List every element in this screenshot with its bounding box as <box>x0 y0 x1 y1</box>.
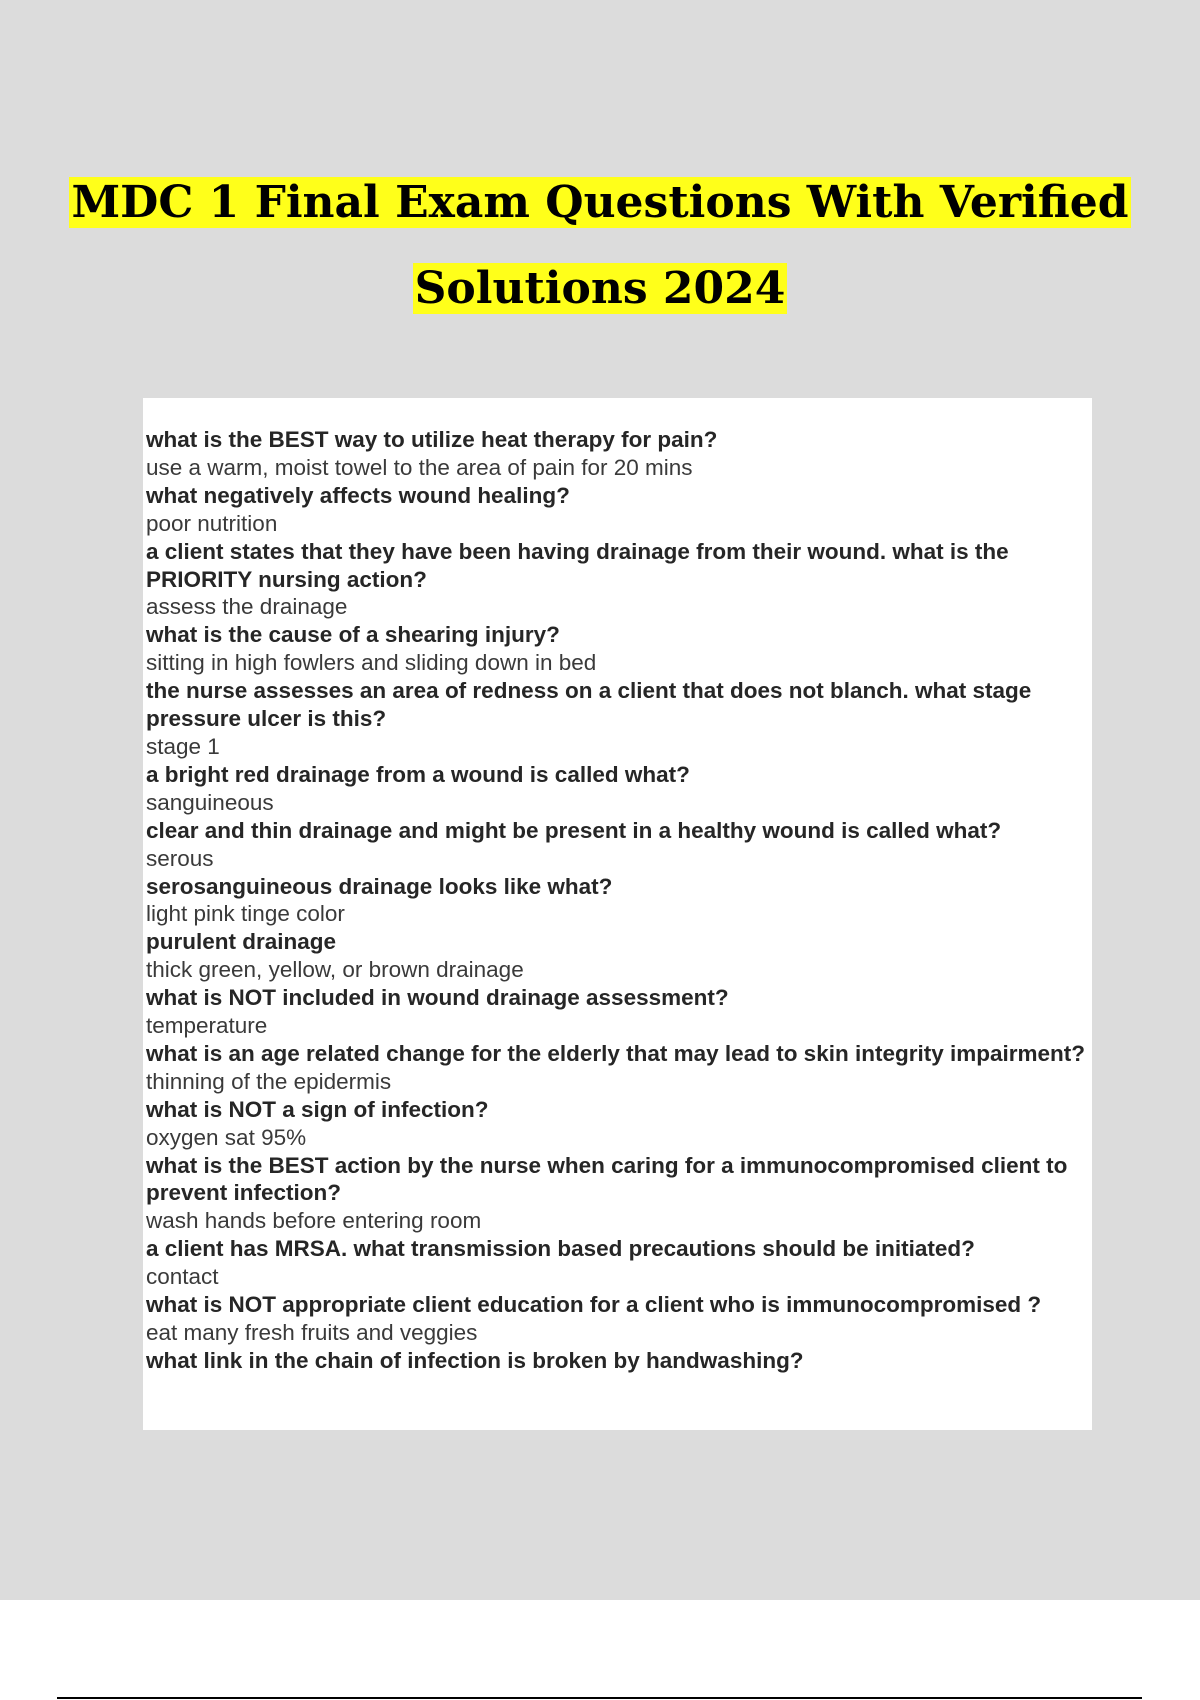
question-text: what is NOT included in wound drainage assessment? <box>146 985 729 1011</box>
question-text: a client has MRSA. what transmission based precautions should be initiated? <box>146 1236 975 1262</box>
answer-text: use a warm, moist towel to the area of pain for 20 mins <box>146 454 693 480</box>
qa-item <box>146 817 1092 873</box>
question-text: the nurse assesses an area of redness on a client that does not blanch. what stage pressure ulcer is this? <box>146 678 1032 732</box>
qa-item <box>146 1152 1092 1236</box>
qa-panel <box>143 398 1092 1430</box>
qa-item <box>146 1235 1092 1291</box>
question-text: what is an age related change for the elderly that may lead to skin integrity impairment? <box>146 1040 1085 1066</box>
answer-text: oxygen sat 95% <box>146 1124 307 1150</box>
qa-item <box>146 538 1092 622</box>
answer-text: stage 1 <box>146 733 220 759</box>
qa-item <box>146 1291 1092 1347</box>
answer-text: thinning of the epidermis <box>146 1068 392 1094</box>
qa-item <box>146 984 1092 1040</box>
qa-item <box>146 1347 1092 1375</box>
answer-text: light pink tinge color <box>146 901 345 927</box>
qa-item <box>146 761 1092 817</box>
footer-divider <box>57 1697 1142 1699</box>
question-text: purulent drainage <box>146 929 337 955</box>
question-text: a client states that they have been having drainage from their wound. what is the PRIORITY nursing action? <box>146 538 1009 592</box>
question-text: serosanguineous drainage looks like what? <box>146 873 613 899</box>
question-text: what link in the chain of infection is broken by handwashing? <box>146 1347 804 1373</box>
question-text: what is the BEST way to utilize heat therapy for pain? <box>146 427 718 452</box>
answer-text: poor nutrition <box>146 510 278 536</box>
title-line-1 <box>0 160 1200 246</box>
question-text: what is NOT appropriate client education for a client who is immunocompromised ? <box>146 1292 1042 1318</box>
question-text: clear and thin drainage and might be present in a healthy wound is called what? <box>146 817 1002 843</box>
question-text: a bright red drainage from a wound is called what? <box>146 761 690 787</box>
title-line-2 <box>0 246 1200 332</box>
document-title <box>0 160 1200 332</box>
qa-item <box>146 1096 1092 1152</box>
answer-text: contact <box>146 1264 219 1290</box>
qa-item <box>146 873 1092 929</box>
answer-text: temperature <box>146 1013 268 1039</box>
question-text: what negatively affects wound healing? <box>146 482 570 508</box>
qa-item <box>146 482 1092 538</box>
answer-text: assess the drainage <box>146 594 348 620</box>
qa-item <box>146 928 1092 984</box>
question-text: what is the BEST action by the nurse when caring for a immunocompromised client to prevent infection? <box>146 1152 1068 1206</box>
question-text: what is the cause of a shearing injury? <box>146 622 560 648</box>
qa-item <box>146 426 1092 482</box>
question-text: what is NOT a sign of infection? <box>146 1096 489 1122</box>
qa-item <box>146 1040 1092 1096</box>
qa-item <box>146 677 1092 761</box>
qa-item <box>146 621 1092 677</box>
answer-text: serous <box>146 845 214 871</box>
answer-text: sanguineous <box>146 789 274 815</box>
title-text-1: MDC 1 Final Exam Questions With Verified <box>71 177 1129 228</box>
answer-text: eat many fresh fruits and veggies <box>146 1320 478 1345</box>
answer-text: wash hands before entering room <box>146 1208 482 1234</box>
answer-text: thick green, yellow, or brown drainage <box>146 957 524 983</box>
title-text-2: Solutions 2024 <box>414 263 786 314</box>
answer-text: sitting in high fowlers and sliding down in bed <box>146 650 597 676</box>
